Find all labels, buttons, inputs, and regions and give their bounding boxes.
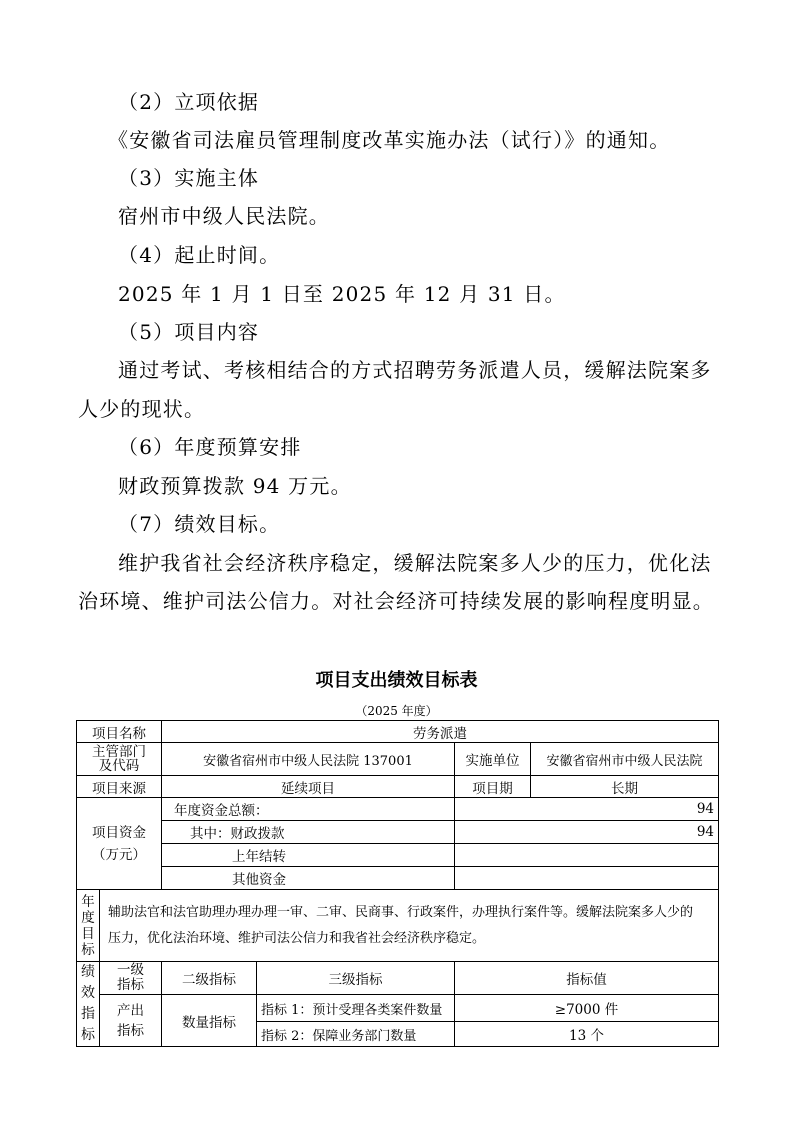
funds-other-value <box>455 867 719 890</box>
annual-goal-label <box>77 890 100 962</box>
heading-basis: （2）立项依据 <box>118 90 260 114</box>
funds-fiscal-label: 其中：财政拨款 <box>162 821 455 844</box>
period-label: 项目期 <box>455 776 531 798</box>
indicator-label <box>77 962 100 1047</box>
annual-goal-text <box>100 890 719 962</box>
annual-goal-line1: 辅助法官和法官助理办理办理一审、二审、民商事、行政案件，办理执行案件等。缓解法院案多人少的 <box>108 904 694 920</box>
level1-header-line1: 一级 <box>117 962 144 978</box>
level1-header-line2: 指标 <box>117 977 144 993</box>
funds-total-value: 94 <box>455 798 719 821</box>
table-subtitle: （2025 年度） <box>355 704 438 718</box>
funds-total-label: 年度资金总额： <box>162 798 455 821</box>
indicator-char: 效 <box>81 985 95 1001</box>
source-label: 项目来源 <box>77 776 162 798</box>
value-header: 指标值 <box>455 962 719 995</box>
funds-carryover-value <box>455 844 719 867</box>
project-name-label: 项目名称 <box>77 721 162 743</box>
basis-text: 《安徽省司法雇员管理制度改革实施办法（试行）》的通知。 <box>108 128 671 152</box>
annual-goal-line2: 压力，优化法治环境、维护司法公信力和我省社会经济秩序稳定。 <box>108 930 486 946</box>
impl-unit-value: 安徽省宿州市中级人民法院 <box>531 743 719 776</box>
heading-implementer: （3）实施主体 <box>118 166 260 190</box>
output-label-line2: 指标 <box>117 1022 144 1039</box>
funds-label <box>77 798 162 890</box>
period-text: 2025 年 1 月 1 日至 2025 年 12 月 31 日。 <box>118 282 566 306</box>
indicator-char: 标 <box>81 1027 95 1043</box>
output-label <box>100 995 162 1047</box>
level1-header <box>100 962 162 995</box>
dept-label-line2: 及代码 <box>98 758 140 774</box>
project-name-value: 劳务派遣 <box>162 721 719 743</box>
level2-header: 二级指标 <box>162 962 257 995</box>
dept-label <box>77 743 162 776</box>
annual-goal-char: 度 <box>81 909 95 926</box>
table-row <box>77 995 719 1022</box>
level3-header: 三级指标 <box>257 962 455 995</box>
table-row <box>77 844 719 867</box>
table-row <box>77 721 719 743</box>
table-row <box>77 776 719 798</box>
table-title: 项目支出绩效目标表 <box>315 670 478 691</box>
performance-table <box>76 720 719 1047</box>
table-row <box>77 798 719 821</box>
heading-content: （5）项目内容 <box>118 320 260 344</box>
funds-fiscal-value: 94 <box>455 821 719 844</box>
period-value: 长期 <box>531 776 719 798</box>
table-row <box>77 867 719 890</box>
budget-text: 财政预算拨款 94 万元。 <box>118 474 352 498</box>
annual-goal-char: 目 <box>81 925 95 942</box>
funds-label-line1: 项目资金 <box>92 824 146 841</box>
dept-label-line1: 主管部门 <box>92 744 146 760</box>
content-text-line1: 通过考试、考核相结合的方式招聘劳务派遣人员，缓解法院案多 <box>118 358 712 382</box>
goal-text-line2: 治环境、维护司法公信力。对社会经济可持续发展的影响程度明显。 <box>78 589 714 613</box>
content-text-line2: 人少的现状。 <box>78 397 206 421</box>
table-row <box>77 743 719 776</box>
goal-text-line1: 维护我省社会经济秩序稳定，缓解法院案多人少的压力，优化法 <box>118 551 712 575</box>
heading-goal: （7）绩效目标。 <box>118 512 281 536</box>
funds-label-line2: （万元） <box>92 846 146 863</box>
impl-unit-label: 实施单位 <box>455 743 531 776</box>
output-label-line1: 产出 <box>117 1002 144 1019</box>
heading-budget: （6）年度预算安排 <box>118 435 302 459</box>
annual-goal-char: 年 <box>81 893 95 910</box>
implementer-text: 宿州市中级人民法院。 <box>118 204 330 228</box>
quantity-label: 数量指标 <box>162 995 257 1047</box>
table-row <box>77 890 719 962</box>
indicator-char: 指 <box>81 1006 95 1022</box>
indicator-name: 指标 2：保障业务部门数量 <box>257 1022 455 1047</box>
table-row <box>77 821 719 844</box>
indicator-name: 指标 1：预计受理各类案件数量 <box>257 995 455 1022</box>
annual-goal-char: 标 <box>81 941 95 958</box>
indicator-char: 绩 <box>81 964 95 980</box>
funds-other-label: 其他资金 <box>162 867 455 890</box>
table-row <box>77 962 719 995</box>
dept-value: 安徽省宿州市中级人民法院 137001 <box>162 743 455 776</box>
funds-carryover-label: 上年结转 <box>162 844 455 867</box>
source-value: 延续项目 <box>162 776 455 798</box>
indicator-value: 13 个 <box>455 1022 719 1047</box>
heading-period: （4）起止时间。 <box>118 243 281 267</box>
indicator-value: ≥7000 件 <box>455 995 719 1022</box>
